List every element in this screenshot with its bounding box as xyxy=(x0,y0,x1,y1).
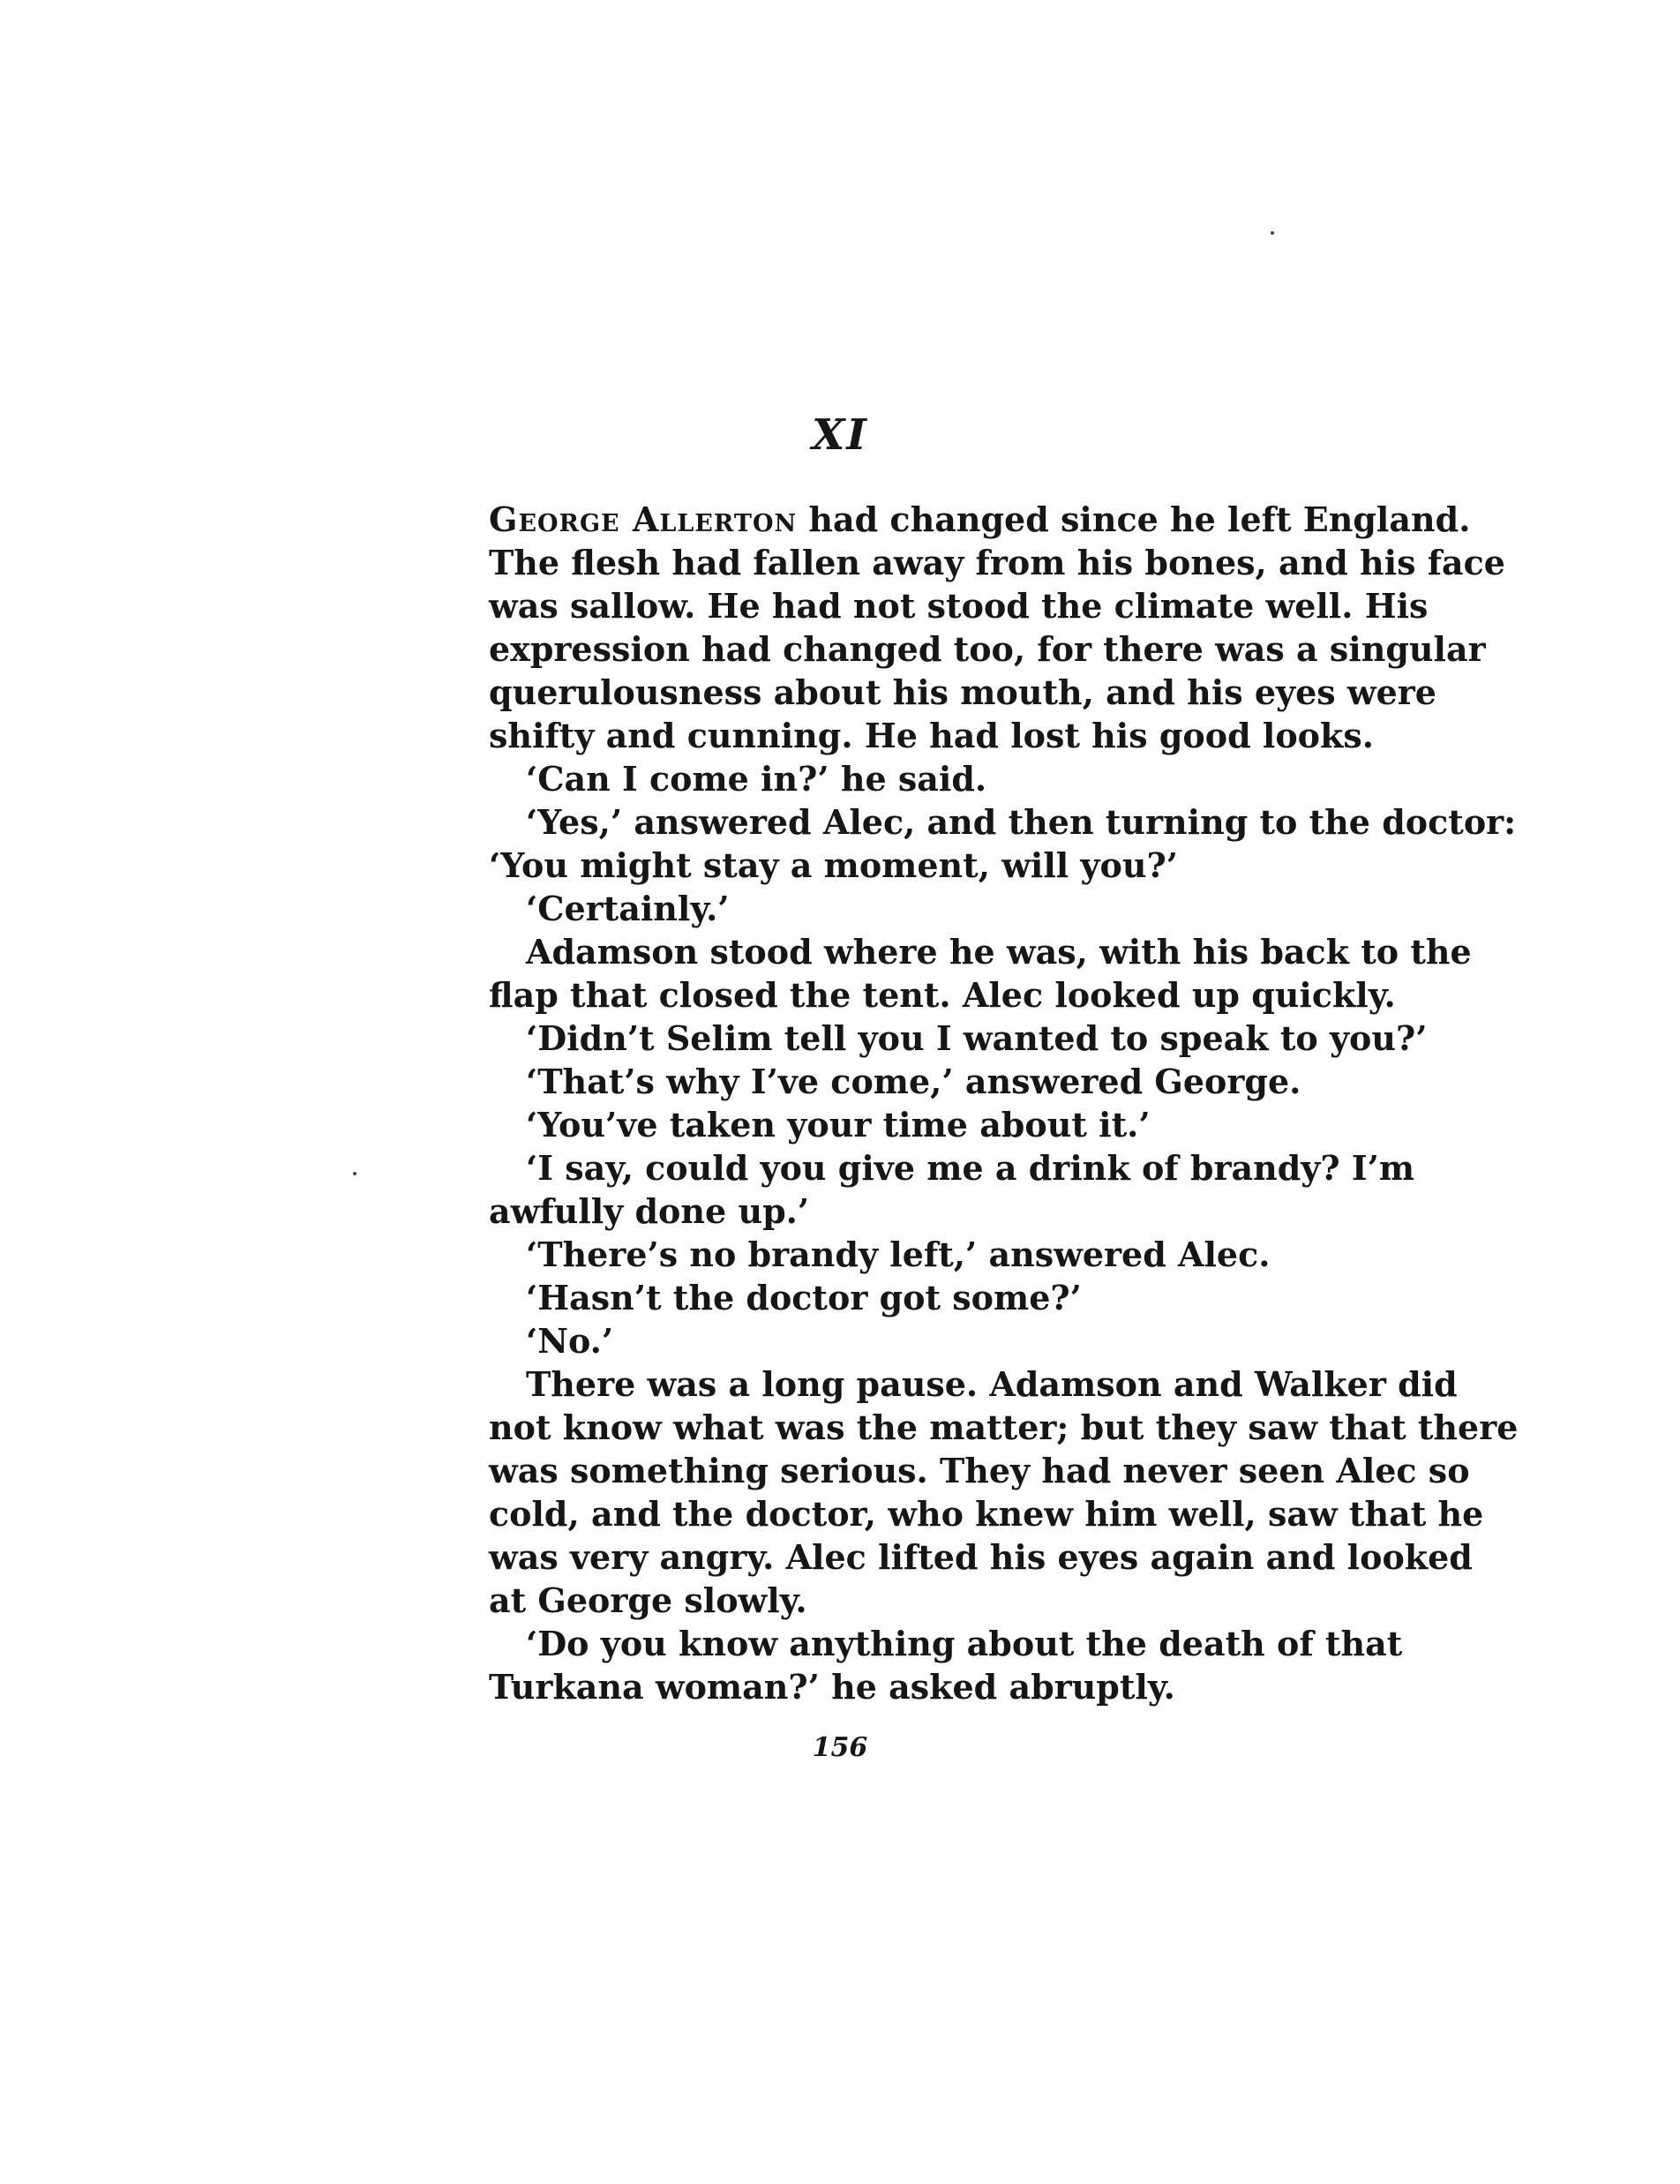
text-line: expression had changed too, for there was a singular xyxy=(489,629,1486,669)
print-speck-left xyxy=(353,1172,356,1175)
text-line: not know what was the matter; but they saw that there xyxy=(489,1407,1519,1447)
opening-name: George Allerton xyxy=(489,499,798,539)
text-line: ‘You’ve taken your time about it.’ xyxy=(526,1105,1151,1145)
text-line: ‘There’s no brandy left,’ answered Alec. xyxy=(526,1235,1271,1274)
text-line: flap that closed the tent. Alec looked up quickly. xyxy=(489,975,1396,1015)
text-line: shifty and cunning. He had lost his good looks. xyxy=(489,716,1374,755)
text-line: cold, and the doctor, who knew him well, saw that he xyxy=(489,1494,1484,1534)
text-line: Turkana woman?’ he asked abruptly. xyxy=(489,1667,1175,1707)
text-line: ‘No.’ xyxy=(526,1321,614,1361)
text-line: was very angry. Alec lifted his eyes again and looked xyxy=(489,1537,1473,1577)
text-line: querulousness about his mouth, and his eyes were xyxy=(489,672,1436,712)
text-line: The flesh had fallen away from his bones, and his face xyxy=(489,543,1505,582)
chapter-heading: XI xyxy=(812,410,868,460)
page-number: 156 xyxy=(812,1732,868,1763)
text-line: ‘Hasn’t the doctor got some?’ xyxy=(526,1278,1082,1317)
text-line: ‘I say, could you give me a drink of brandy? I’m xyxy=(526,1148,1415,1188)
text-line: Adamson stood where he was, with his back to the xyxy=(526,932,1472,972)
print-speck-top xyxy=(1271,231,1274,235)
text-line: awfully done up.’ xyxy=(489,1191,810,1231)
text-line: was something serious. They had never seen Alec so xyxy=(489,1451,1470,1490)
text-line-rest: had changed since he left England. xyxy=(797,499,1471,539)
text-line: ‘Didn’t Selim tell you I wanted to speak to you?’ xyxy=(526,1018,1428,1058)
text-line xyxy=(489,498,1471,541)
text-line: ‘Do you know anything about the death of that xyxy=(526,1624,1403,1663)
text-line: ‘You might stay a moment, will you?’ xyxy=(489,845,1178,885)
text-line: There was a long pause. Adamson and Walker did xyxy=(526,1364,1458,1404)
text-line: ‘Certainly.’ xyxy=(526,889,730,928)
text-line: ‘That’s why I’ve come,’ answered George. xyxy=(526,1062,1301,1101)
text-line: ‘Can I come in?’ he said. xyxy=(526,759,987,799)
text-line: at George slowly. xyxy=(489,1580,807,1620)
body-text xyxy=(489,498,1519,1708)
text-line: was sallow. He had not stood the climate well. His xyxy=(489,586,1429,626)
text-line: ‘Yes,’ answered Alec, and then turning to the doctor: xyxy=(526,802,1517,842)
